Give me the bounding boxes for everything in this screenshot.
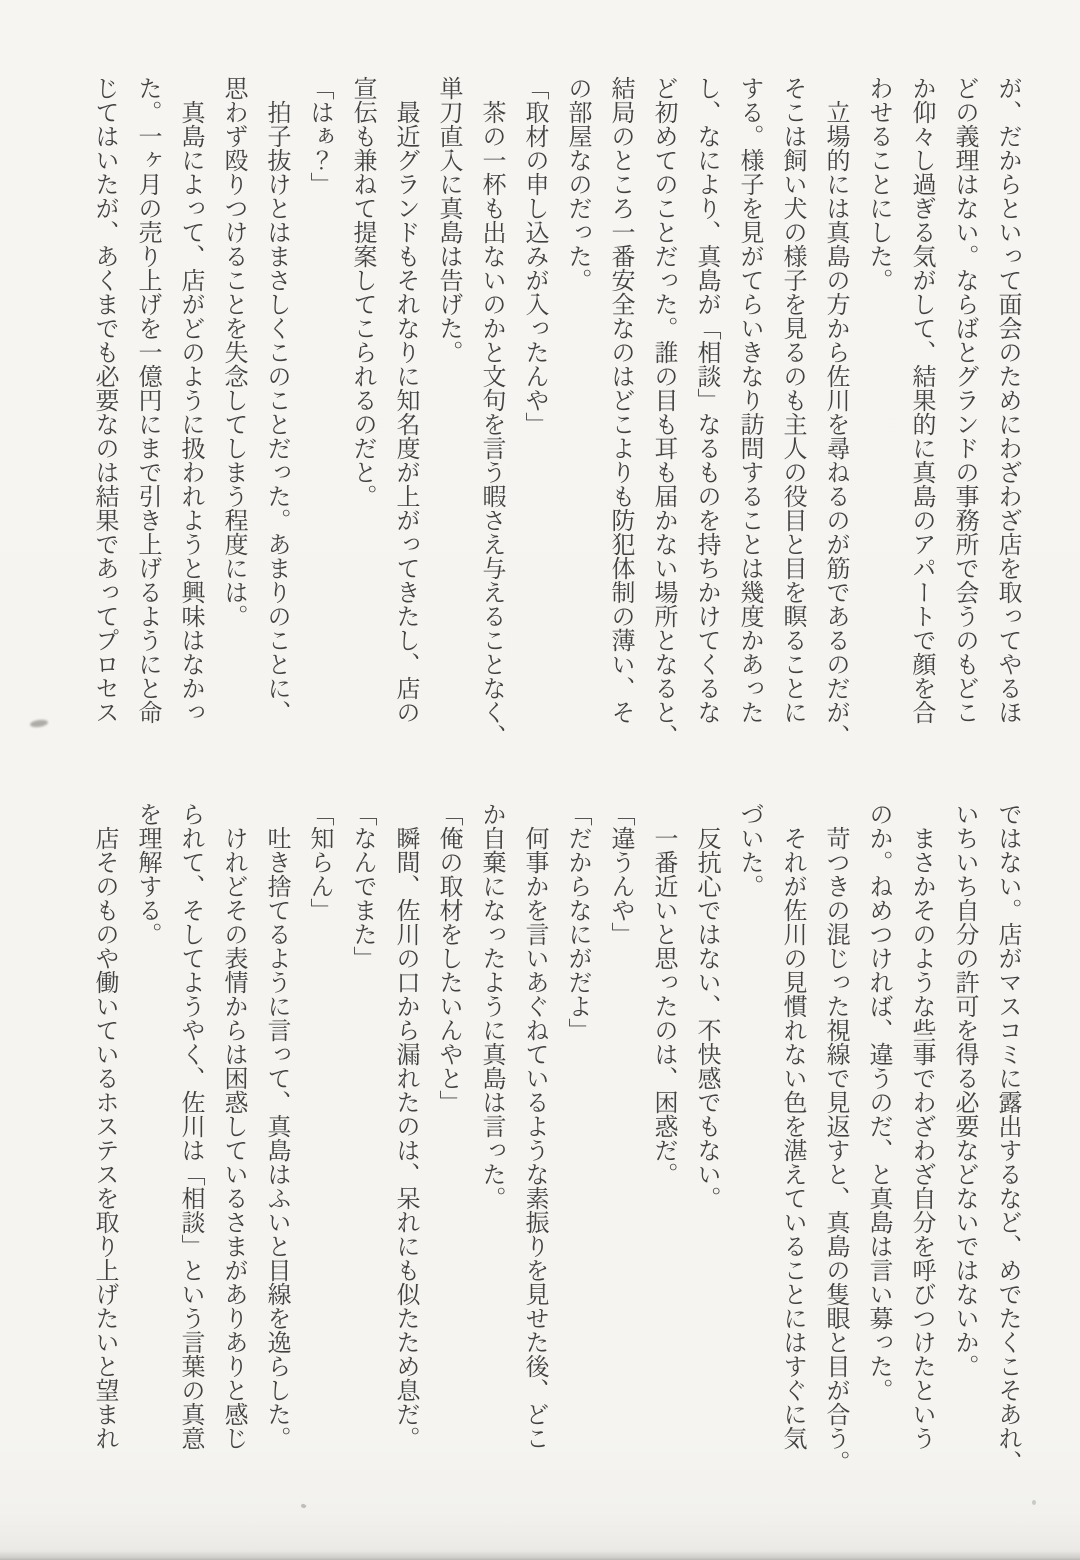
vertical-text-line: 苛つきの混じった視線で見返すと、真島の隻眼と目が合う。 [822, 802, 848, 1474]
vertical-text-line: 「知らん」 [306, 802, 332, 922]
vertical-text-line: 一番近いと思ったのは、困惑だ。 [650, 802, 676, 1186]
vertical-text-line: 「違うんや」 [607, 802, 633, 946]
vertical-text-line: 立場的には真島の方から佐川を尋ねるのが筋であるのだが、 [822, 76, 848, 748]
vertical-text-line: し、なにより、真島が「相談」なるものを持ちかけてくるな [693, 76, 719, 724]
vertical-text-line: 「俺の取材をしたいんやと」 [435, 802, 461, 1114]
vertical-text-line: 結局のところ一番安全なのはどこよりも防犯体制の薄い、そ [607, 76, 633, 724]
vertical-text-line: が、だからといって面会のためにわざわざ店を取ってやるほ [994, 76, 1020, 724]
vertical-text-line: そこは飼い犬の様子を見るのも主人の役目と目を瞑ることに [779, 76, 805, 724]
vertical-text-line: 店そのものや働いているホステスを取り上げたいと望まれ [91, 802, 117, 1450]
scan-smudge-artifact [30, 719, 49, 728]
vertical-text-line: 反抗心ではない、不快感でもない。 [693, 802, 719, 1210]
scan-speck-artifact [300, 1503, 306, 1509]
vertical-text-line: ではない。店がマスコミに露出するなど、めでたくこそあれ、 [994, 802, 1020, 1474]
vertical-text-line: 最近グランドもそれなりに知名度が上がってきたし、店の [392, 76, 418, 724]
vertical-text-line: 真島によって、店がどのように扱われようと興味はなかっ [177, 76, 203, 724]
vertical-text-line: 宣伝も兼ねて提案してこられるのだと。 [349, 76, 375, 508]
vertical-text-line: か仰々し過ぎる気がして、結果的に真島のアパートで顔を合 [908, 76, 934, 724]
vertical-text-line: 「取材の申し込みが入ったんや」 [521, 76, 547, 436]
vertical-text-line: いちいち自分の許可を得る必要などないではないか。 [951, 802, 977, 1378]
vertical-text-line: か自棄になったように真島は言った。 [478, 802, 504, 1210]
top-text-block [82, 76, 1028, 758]
bottom-text-block [82, 802, 1028, 1484]
vertical-text-line: られて、そしてようやく、佐川は「相談」という言葉の真意 [177, 802, 203, 1450]
vertical-text-line: 思わず殴りつけることを失念してしまう程度には。 [220, 76, 246, 628]
vertical-text-line: 「だからなにがだよ」 [564, 802, 590, 1042]
vertical-text-line: する。様子を見がてらいきなり訪問することは幾度かあった [736, 76, 762, 724]
vertical-text-line: それが佐川の見慣れない色を湛えていることにはすぐに気 [779, 802, 805, 1450]
scan-edge-shadow [0, 1551, 1080, 1560]
vertical-text-line: けれどその表情からは困惑しているさまがありありと感じ [220, 802, 246, 1450]
vertical-text-line: を理解する。 [134, 802, 160, 946]
vertical-text-line: 何事かを言いあぐねているような素振りを見せた後、どこ [521, 802, 547, 1450]
vertical-text-line: 吐き捨てるように言って、真島はふいと目線を逸らした。 [263, 802, 289, 1450]
vertical-text-line: 単刀直入に真島は告げた。 [435, 76, 461, 364]
vertical-text-line: の部屋なのだった。 [564, 76, 590, 292]
vertical-text-line: じてはいたが、あくまでも必要なのは結果であってプロセス [91, 76, 117, 724]
vertical-text-line: 瞬間、佐川の口から漏れたのは、呆れにも似たため息だ。 [392, 802, 418, 1450]
vertical-text-line: わせることにした。 [865, 76, 891, 292]
vertical-text-line: づいた。 [736, 802, 762, 898]
vertical-text-line: 「はぁ？」 [306, 76, 332, 196]
vertical-text-line: 茶の一杯も出ないのかと文句を言う暇さえ与えることなく、 [478, 76, 504, 748]
vertical-text-line: 「なんでまた」 [349, 802, 375, 970]
vertical-text-line: ど初めてのことだった。誰の目も耳も届かない場所となると、 [650, 76, 676, 748]
vertical-text-line: た。一ヶ月の売り上げを一億円にまで引き上げるようにと命 [134, 76, 160, 724]
scan-speck-artifact [1032, 1500, 1036, 1505]
vertical-text-line: 拍子抜けとはまさしくこのことだった。あまりのことに、 [263, 76, 289, 724]
vertical-text-line: どの義理はない。ならばとグランドの事務所で会うのもどこ [951, 76, 977, 724]
vertical-text-line: まさかそのような些事でわざわざ自分を呼びつけたという [908, 802, 934, 1450]
vertical-text-line: のか。ねめつければ、違うのだ、と真島は言い募った。 [865, 802, 891, 1402]
